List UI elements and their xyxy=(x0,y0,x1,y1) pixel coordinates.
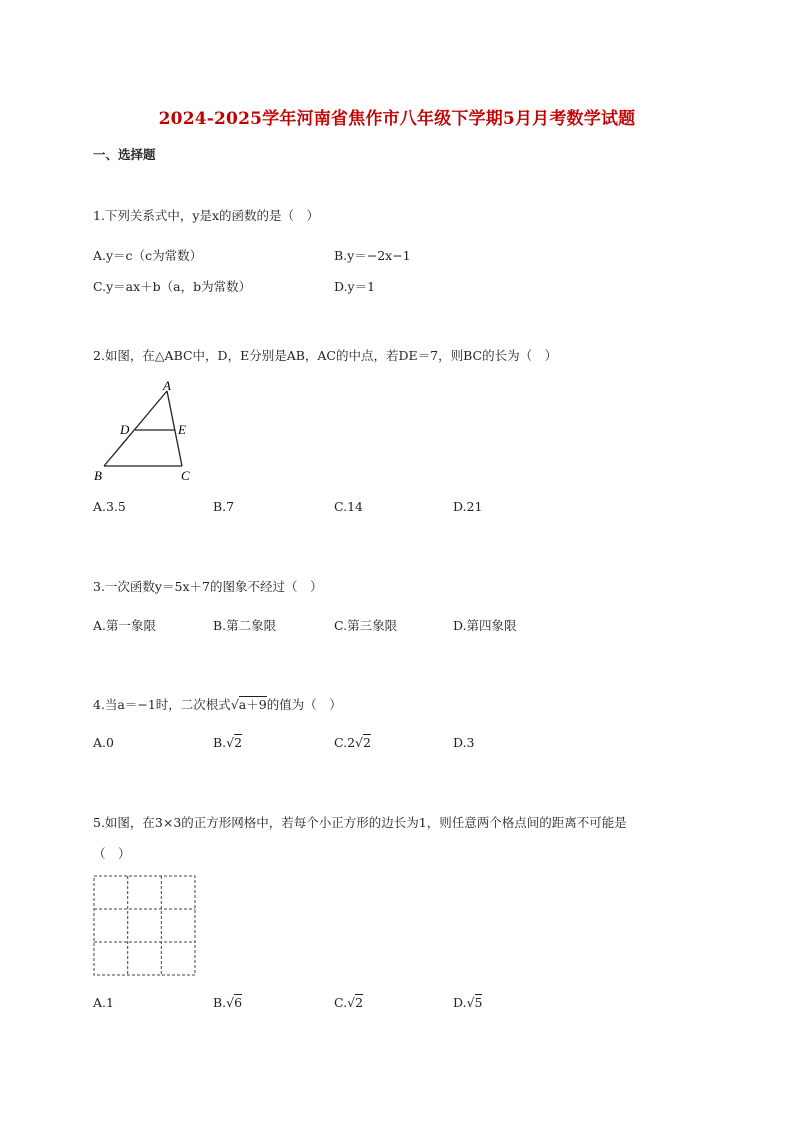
q4-option-d xyxy=(453,735,475,750)
q4-option-a xyxy=(93,735,114,750)
question-1-stem: 1.下列关系式中，y是x的函数的是（ ） xyxy=(93,208,320,223)
q3-option-d: D.第四象限 xyxy=(453,618,517,633)
q4-radicand: a＋9 xyxy=(238,697,267,712)
q4-option-c-prefix: C.2 xyxy=(334,735,356,750)
q4-option-a-text: A.0 xyxy=(93,735,114,750)
vertex-label-e: E xyxy=(178,422,186,437)
q5-option-d-prefix: D. xyxy=(453,995,467,1010)
section-heading: 一、选择题 xyxy=(93,147,156,162)
q4-option-c xyxy=(334,735,371,750)
q5-option-a-text: A.1 xyxy=(93,995,114,1010)
q5-option-b-prefix: B. xyxy=(213,995,227,1010)
radical-sign: √ xyxy=(466,995,475,1010)
q4-option-c-radicand: 2 xyxy=(363,735,371,750)
vertex-label-a: A xyxy=(163,378,171,393)
q2-option-a: A.3.5 xyxy=(93,499,126,514)
q4-option-b xyxy=(213,735,242,750)
q5-option-b-radicand: 6 xyxy=(234,995,243,1010)
q3-option-c: C.第三象限 xyxy=(334,618,398,633)
q1-option-a: A.y＝c（c为常数） xyxy=(93,248,203,263)
radical-sign: √ xyxy=(230,697,239,712)
vertex-label-d: D xyxy=(120,422,130,437)
q5-option-a xyxy=(93,995,114,1010)
q1-option-b: B.y＝−2x−1 xyxy=(334,248,411,263)
q5-option-c-prefix: C. xyxy=(334,995,348,1010)
question-5-stem-line2: （ ） xyxy=(93,846,131,861)
q5-option-c-radicand: 2 xyxy=(355,995,364,1010)
q2-option-d: D.21 xyxy=(453,499,483,514)
radical-sign: √ xyxy=(347,995,356,1010)
q4-option-d-text: D.3 xyxy=(453,735,475,750)
grid-figure xyxy=(93,875,197,977)
q1-option-d: D.y＝1 xyxy=(334,279,376,294)
page-title: 2024-2025学年河南省焦作市八年级下学期5月月考数学试题 xyxy=(158,109,636,129)
radical-sign: √ xyxy=(226,995,235,1010)
q2-option-c: C.14 xyxy=(334,499,363,514)
question-3-stem: 3.一次函数y＝5x＋7的图象不经过（ ） xyxy=(93,579,323,594)
q2-option-b: B.7 xyxy=(213,499,235,514)
side-ab xyxy=(104,391,167,466)
grid-border xyxy=(94,876,195,975)
question-4-stem xyxy=(93,695,342,713)
q5-option-d xyxy=(453,995,482,1010)
q4-stem-suffix: 的值为（ ） xyxy=(266,697,342,712)
triangle-figure xyxy=(92,376,202,486)
radical-sign: √ xyxy=(355,735,364,750)
q5-option-c xyxy=(334,995,363,1010)
vertex-label-b: B xyxy=(94,468,102,483)
q4-option-b-prefix: B. xyxy=(213,735,227,750)
question-5-stem-line1: 5.如图，在3×3的正方形网格中，若每个小正方形的边长为1，则任意两个格点间的距离不可能是 xyxy=(93,815,627,830)
question-2-stem: 2.如图，在△ABC中，D，E分别是AB，AC的中点，若DE＝7，则BC的长为（ ） xyxy=(93,348,558,363)
q5-option-b xyxy=(213,995,242,1010)
vertex-label-c: C xyxy=(181,468,190,483)
q4-option-b-radicand: 2 xyxy=(234,735,243,750)
radical-sign: √ xyxy=(226,735,235,750)
q5-option-d-radicand: 5 xyxy=(474,995,483,1010)
q3-option-a: A.第一象限 xyxy=(93,618,157,633)
q3-option-b: B.第二象限 xyxy=(213,618,277,633)
q1-option-c: C.y＝ax＋b（a，b为常数） xyxy=(93,279,252,294)
q4-stem-prefix: 4.当a＝−1时，二次根式 xyxy=(93,697,231,712)
